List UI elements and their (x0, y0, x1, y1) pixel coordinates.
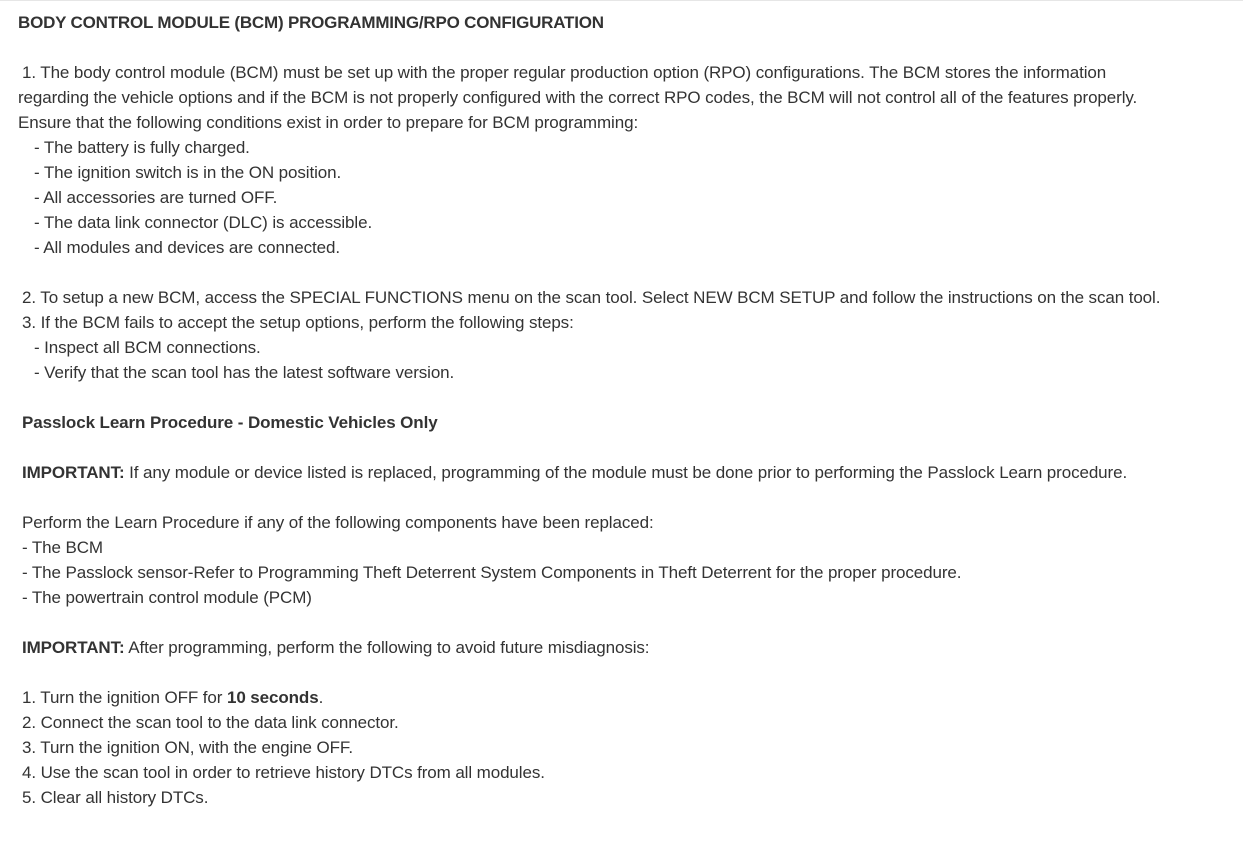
document-title: BODY CONTROL MODULE (BCM) PROGRAMMING/RPO CONFIGURATION (18, 13, 604, 32)
procedure-step-5: 5. Clear all history DTCs. (22, 788, 209, 807)
important-label: IMPORTANT: (22, 638, 125, 657)
step3-item: - Verify that the scan tool has the latest software version. (34, 363, 455, 382)
step1-line-1: 1. The body control module (BCM) must be set up with the proper regular production option (RPO) configurations. The BCM stores the information (22, 63, 1107, 82)
step1-line-3: Ensure that the following conditions exist in order to prepare for BCM programming: (18, 113, 639, 132)
learn-intro: Perform the Learn Procedure if any of the following components have been replaced: (22, 513, 654, 532)
component-item: - The Passlock sensor-Refer to Programming Theft Deterrent System Components in Theft Deterrent for the proper procedure. (22, 563, 962, 582)
step-text: 1. Turn the ignition OFF for (22, 688, 227, 707)
condition-item: - The data link connector (DLC) is accessible. (34, 213, 373, 232)
passlock-heading: Passlock Learn Procedure - Domestic Vehicles Only (22, 413, 438, 432)
condition-item: - The battery is fully charged. (34, 138, 250, 157)
procedure-step-2: 2. Connect the scan tool to the data link connector. (22, 713, 399, 732)
step1-line-2: regarding the vehicle options and if the BCM is not properly configured with the correct RPO codes, the BCM will not control all of the features properly. (18, 88, 1138, 107)
procedure-step-4: 4. Use the scan tool in order to retrieve history DTCs from all modules. (22, 763, 545, 782)
condition-item: - The ignition switch is in the ON position. (34, 163, 342, 182)
important-text: After programming, perform the following to avoid future misdiagnosis: (124, 638, 650, 657)
step3-text: 3. If the BCM fails to accept the setup options, perform the following steps: (22, 313, 574, 332)
step-text-end: . (318, 688, 324, 707)
procedure-step-3: 3. Turn the ignition ON, with the engine OFF. (22, 738, 353, 757)
step2-text: 2. To setup a new BCM, access the SPECIAL FUNCTIONS menu on the scan tool. Select NEW BCM SETUP and follow the instructions on the scan tool. (22, 288, 1161, 307)
important-text: If any module or device listed is replaced, programming of the module must be done prior to performing the Passlock Learn procedure. (124, 463, 1128, 482)
important-note-2 (22, 635, 649, 660)
component-item: - The powertrain control module (PCM) (22, 588, 312, 607)
component-item: - The BCM (22, 538, 103, 557)
step-duration: 10 seconds (226, 688, 319, 707)
procedure-step-1 (22, 685, 323, 710)
important-note-1 (22, 460, 1127, 485)
condition-item: - All accessories are turned OFF. (34, 188, 278, 207)
step3-item: - Inspect all BCM connections. (34, 338, 261, 357)
important-label: IMPORTANT: (22, 463, 125, 482)
top-divider (0, 0, 1243, 1)
condition-item: - All modules and devices are connected. (34, 238, 340, 257)
